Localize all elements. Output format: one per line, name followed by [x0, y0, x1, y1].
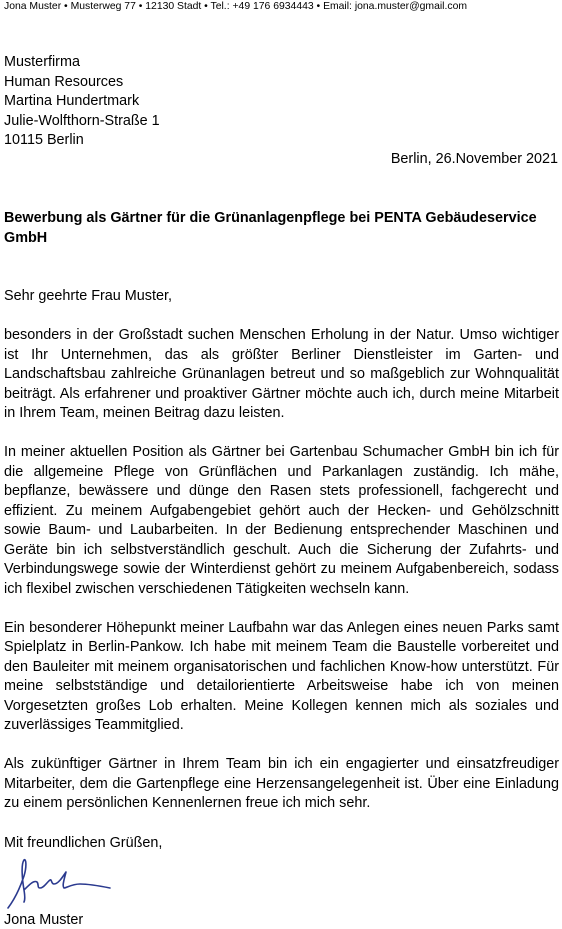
recipient-contact: Martina Hundertmark	[4, 93, 140, 109]
letter-body	[4, 326, 559, 833]
signer-name: Jona Muster	[4, 912, 84, 928]
recipient-address-block	[4, 53, 160, 151]
body-paragraph-4: Als zukünftiger Gärtner in Ihrem Team bin ich ein engagierter und einsatzfreudiger Mitarbeiter, dem die Gartenpflege eine Herzensangelegenheit ist. Über eine Einladung zu einem persönlichen Kennenlernen freue ich mich sehr.	[4, 756, 559, 811]
recipient-company: Musterfirma	[4, 54, 80, 70]
recipient-department: Human Resources	[4, 73, 124, 90]
body-paragraph-3: Ein besonderer Höhepunkt meiner Laufbahn war das Anlegen eines neuen Parks samt Spielplatz in Berlin-Pankow. Ich habe mit meinem Team die Baustelle vorbereitet und den Bauleiter mit meinem organisatorischen und fachlichen Know-how unterstützt. Für meine selbstständige und detailorientierte Arbeitsweise habe ich von meinen Vorgesetzten großes Lob erhalten. Meine Kollegen kennen mich als soziales und zuverlässiges Teammitglied.	[4, 619, 559, 733]
handwritten-signature	[4, 850, 124, 912]
sender-address-line: Jona Muster • Musterweg 77 • 12130 Stadt • Tel.: +49 176 6934443 • Email: jona.muster@gmail.com	[4, 1, 468, 12]
closing-phrase: Mit freundlichen Grüßen,	[4, 835, 163, 851]
body-paragraph-1: besonders in der Großstadt suchen Menschen Erholung in der Natur. Umso wichtiger ist Ihr Unternehmen, das als größter Berliner Dienstleister im Garten- und Landschaftsbau zahlreiche Grünanlagen betreut und so maßgeblich zur Wohnqualität beiträgt. Als erfahrener und proaktiver Gärtner möchte auch ich, durch meine Mitarbeit in Ihrem Team, meinen Beitrag dazu leisten.	[4, 327, 559, 421]
recipient-street: Julie-Wolfthorn-Straße 1	[4, 112, 160, 129]
letter-subject: Bewerbung als Gärtner für die Grünanlagenpflege bei PENTA Gebäudeservice GmbH	[4, 210, 537, 246]
letter-date: Berlin, 26.November 2021	[390, 151, 558, 167]
body-paragraph-2: In meiner aktuellen Position als Gärtner bei Gartenbau Schumacher GmbH bin ich für die allgemeine Pflege von Grünflächen und Parkanlagen zuständig. Ich mähe, bepflanze, bewässere und dünge den Rasen stets professionell, fachgerecht und effizient. Zu meinem Aufgabengebiet gehört auch der Hecken- und Gehölzschnitt sowie Baum- und Laubarbeiten. In der Bedienung entsprechender Maschinen und Geräte bin ich selbstverständlich geschult. Auch die Sicherung der Zufahrts- und Verbindungswege sowie der Winterdienst gehört zu meinem Aufgabenbereich, sodass ich flexibel zwischen verschiedenen Tätigkeiten wechseln kann.	[4, 444, 559, 597]
salutation: Sehr geehrte Frau Muster,	[4, 288, 172, 304]
recipient-city: 10115 Berlin	[4, 132, 84, 148]
